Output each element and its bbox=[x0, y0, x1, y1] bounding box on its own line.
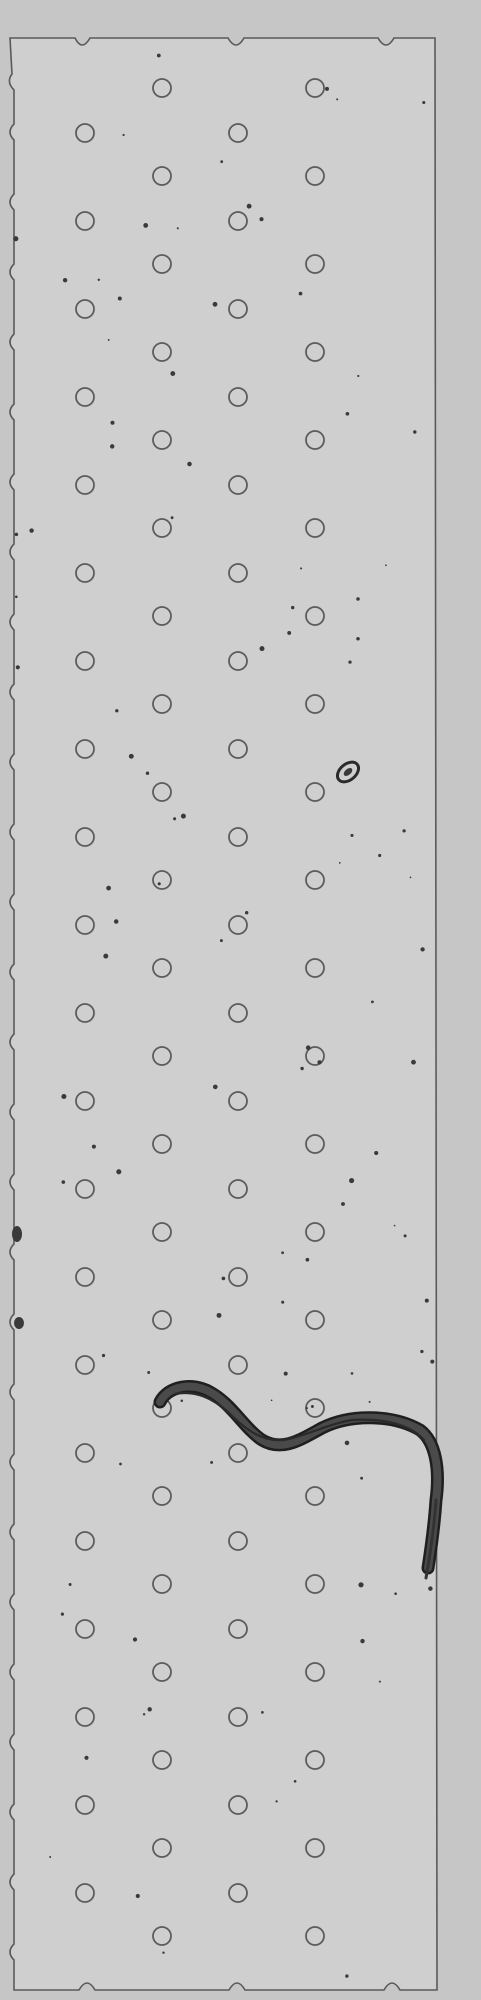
debris-particle bbox=[281, 1251, 284, 1254]
debris-particle bbox=[106, 886, 111, 891]
debris-particle bbox=[220, 160, 223, 163]
debris-particle bbox=[61, 1094, 66, 1099]
debris-particle bbox=[173, 817, 176, 820]
debris-particle bbox=[261, 1711, 264, 1714]
debris-particle bbox=[411, 1060, 416, 1065]
debris-particle bbox=[385, 564, 387, 566]
debris-particle bbox=[360, 1477, 363, 1480]
debris-particle bbox=[187, 462, 192, 467]
debris-particle bbox=[29, 528, 33, 532]
debris-particle bbox=[410, 877, 412, 879]
debris-particle bbox=[148, 1707, 152, 1711]
debris-particle bbox=[351, 1372, 354, 1375]
debris-particle bbox=[271, 1399, 273, 1401]
debris-particle bbox=[62, 1180, 66, 1184]
debris-particle bbox=[358, 1582, 363, 1587]
debris-particle bbox=[350, 834, 353, 837]
debris-particle bbox=[374, 1151, 378, 1155]
debris-particle bbox=[260, 646, 265, 651]
debris-particle bbox=[118, 297, 122, 301]
debris-particle bbox=[136, 1894, 140, 1898]
debris-particle bbox=[339, 862, 341, 864]
debris-particle bbox=[336, 98, 338, 100]
debris-particle bbox=[69, 1583, 72, 1586]
debris-particle bbox=[371, 1001, 374, 1004]
debris-particle bbox=[294, 1780, 297, 1783]
debris-particle bbox=[281, 1301, 284, 1304]
debris-particle bbox=[420, 947, 424, 951]
debris-particle bbox=[325, 87, 329, 91]
debris-particle bbox=[143, 223, 148, 228]
debris-particle bbox=[210, 1461, 213, 1464]
debris-particle bbox=[378, 854, 381, 857]
debris-particle bbox=[404, 1234, 407, 1237]
debris-particle bbox=[341, 1202, 345, 1206]
debris-particle bbox=[379, 1681, 381, 1683]
edge-blob bbox=[12, 1226, 22, 1242]
debris-particle bbox=[181, 814, 186, 819]
debris-particle bbox=[84, 1756, 88, 1760]
debris-particle bbox=[425, 1299, 429, 1303]
debris-particle bbox=[98, 279, 100, 281]
debris-particle bbox=[394, 1592, 397, 1595]
debris-particle bbox=[299, 292, 303, 296]
debris-particle bbox=[13, 236, 18, 241]
debris-particle bbox=[177, 227, 179, 229]
debris-particle bbox=[110, 444, 114, 448]
debris-particle bbox=[413, 430, 416, 433]
debris-particle bbox=[394, 1225, 396, 1227]
debris-particle bbox=[143, 1713, 145, 1715]
debris-particle bbox=[311, 1405, 314, 1408]
debris-particle bbox=[348, 660, 351, 663]
debris-particle bbox=[402, 829, 405, 832]
debris-particle bbox=[245, 911, 248, 914]
debris-particle bbox=[49, 1856, 51, 1858]
debris-particle bbox=[220, 939, 223, 942]
debris-particle bbox=[116, 1169, 121, 1174]
debris-particle bbox=[108, 339, 110, 341]
debris-particle bbox=[300, 567, 302, 569]
edge-blob bbox=[14, 1317, 24, 1329]
debris-particle bbox=[357, 375, 359, 377]
debris-particle bbox=[420, 1350, 423, 1353]
debris-particle bbox=[422, 101, 425, 104]
debris-particle bbox=[356, 597, 359, 600]
debris-particle bbox=[291, 606, 294, 609]
debris-particle bbox=[102, 1354, 105, 1357]
debris-particle bbox=[217, 1313, 222, 1318]
debris-particle bbox=[181, 1400, 184, 1403]
debris-particle bbox=[15, 595, 18, 598]
debris-particle bbox=[63, 278, 67, 282]
debris-particle bbox=[170, 371, 175, 376]
debris-particle bbox=[146, 771, 149, 774]
debris-particle bbox=[346, 412, 350, 416]
debris-particle bbox=[345, 1974, 348, 1977]
debris-particle bbox=[110, 421, 114, 425]
debris-particle bbox=[247, 204, 252, 209]
debris-particle bbox=[129, 754, 134, 759]
debris-particle bbox=[157, 54, 161, 58]
debris-particle bbox=[430, 1360, 434, 1364]
debris-particle bbox=[213, 302, 218, 307]
debris-particle bbox=[306, 1407, 308, 1409]
debris-particle bbox=[61, 1613, 64, 1616]
debris-particle bbox=[345, 1441, 350, 1446]
debris-particle bbox=[360, 1639, 364, 1643]
debris-particle bbox=[369, 1401, 371, 1403]
debris-particle bbox=[306, 1258, 310, 1262]
debris-particle bbox=[317, 1060, 321, 1064]
debris-particle bbox=[119, 1463, 122, 1466]
debris-particle bbox=[349, 1178, 354, 1183]
debris-particle bbox=[300, 1067, 303, 1070]
debris-particle bbox=[123, 134, 125, 136]
debris-particle bbox=[356, 637, 360, 641]
debris-particle bbox=[287, 631, 291, 635]
debris-particle bbox=[147, 1371, 150, 1374]
debris-particle bbox=[259, 217, 263, 221]
debris-particle bbox=[306, 1045, 311, 1050]
debris-particle bbox=[213, 1085, 218, 1090]
debris-particle bbox=[16, 665, 20, 669]
debris-particle bbox=[171, 516, 174, 519]
debris-particle bbox=[284, 1372, 288, 1376]
debris-particle bbox=[114, 919, 119, 924]
debris-particle bbox=[133, 1637, 137, 1641]
debris-particle bbox=[15, 533, 19, 537]
debris-particle bbox=[92, 1145, 96, 1149]
debris-particle bbox=[162, 1951, 164, 1953]
debris-particle bbox=[275, 1800, 277, 1802]
debris-particle bbox=[103, 954, 108, 959]
debris-particle bbox=[115, 709, 118, 712]
debris-particle bbox=[428, 1586, 432, 1590]
debris-particle bbox=[158, 882, 161, 885]
debris-particle bbox=[222, 1277, 226, 1281]
chamber-outline bbox=[9, 38, 437, 1990]
